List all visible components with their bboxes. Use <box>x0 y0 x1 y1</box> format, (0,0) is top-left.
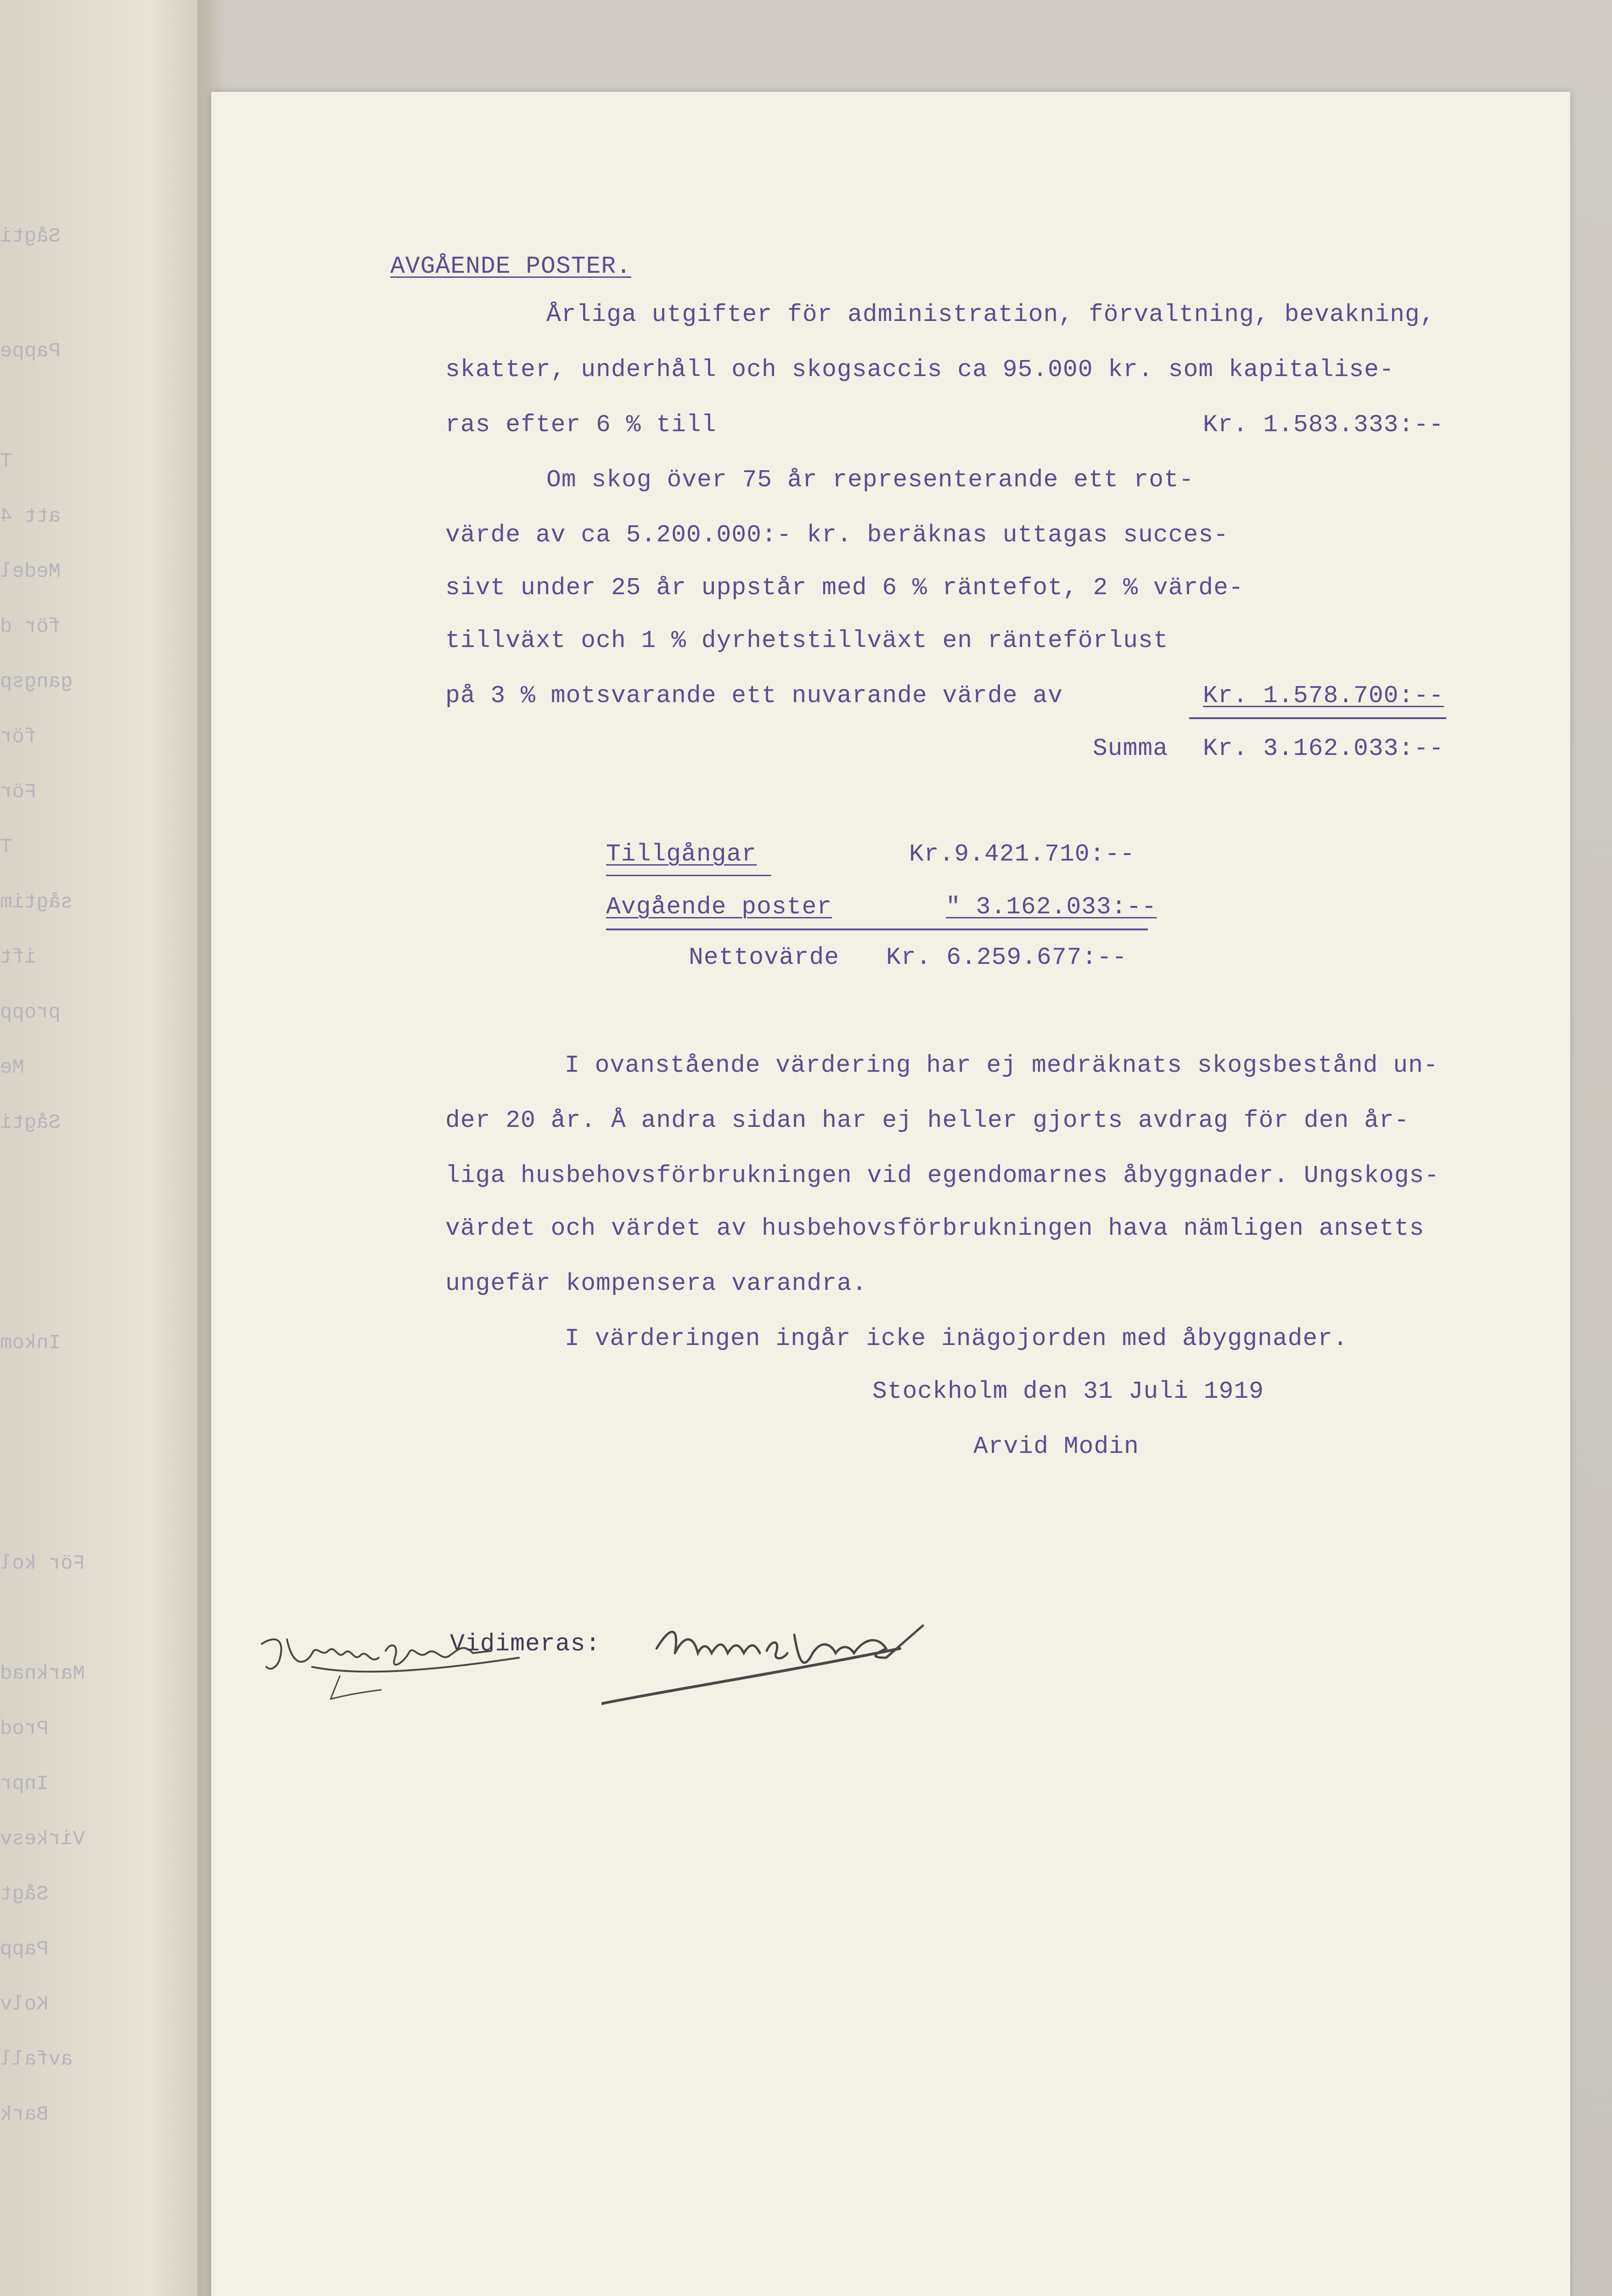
avgaende-rule <box>606 929 1148 930</box>
ghost-text: avfall <box>0 2048 73 2071</box>
ghost-text: Medel <box>0 560 61 583</box>
summa-value: Kr. 3.162.033:-- <box>1203 735 1444 762</box>
ghost-text: Me <box>0 1056 24 1079</box>
vidimeras-label: Vidimeras: <box>450 1630 601 1658</box>
paragraph-line: ungefär kompensera varandra. <box>445 1270 867 1297</box>
ghost-text: T <box>0 836 12 859</box>
ghost-text: sågtim <box>0 891 73 914</box>
tillgangar-rule <box>606 875 771 876</box>
ghost-text: För <box>0 781 37 804</box>
left-facing-page <box>0 0 211 2296</box>
ghost-text: Kolv <box>0 1993 49 2016</box>
tillgangar-label: Tillgångar <box>606 840 757 868</box>
text-line: på 3 % motsvarande ett nuvarande värde av <box>445 682 1063 709</box>
ghost-text: Sågti <box>0 1111 61 1134</box>
text-line: Årliga utgifter för administration, förvaltning, bevakning, <box>546 301 1435 328</box>
closing-line: I värderingen ingår icke inägojorden med åbyggnader. <box>565 1325 1348 1352</box>
text-line: tillväxt och 1 % dyrhetstillväxt en ränteförlust <box>445 627 1168 654</box>
avgaende-label: Avgående poster <box>606 893 832 921</box>
ghost-text: Virkesv <box>0 1828 85 1851</box>
netto-label: Nettovärde <box>689 944 840 971</box>
ghost-text: Sågt <box>0 1883 49 1906</box>
ghost-text: att 4 <box>0 505 61 528</box>
ghost-text: Pappe <box>0 340 61 363</box>
section-heading: AVGÅENDE POSTER. <box>390 253 631 280</box>
handwritten-signature-left <box>243 1607 583 1717</box>
avgaende-value: " 3.162.033:-- <box>946 893 1157 921</box>
ghost-text: för <box>0 726 37 748</box>
document-page <box>211 92 1570 2296</box>
paragraph-line: liga husbehovsförbrukningen vid egendomarnes åbyggnader. Ungskogs- <box>445 1162 1440 1189</box>
ghost-text: T <box>0 450 12 473</box>
text-line: Om skog över 75 år representerande ett rot- <box>546 466 1194 494</box>
text-line: ras efter 6 % till <box>445 411 717 439</box>
ghost-text: Inkom <box>0 1332 61 1355</box>
summa-label: Summa <box>1093 735 1168 762</box>
ghost-text: För kol <box>0 1552 85 1575</box>
amount-value: Kr. 1.583.333:-- <box>1203 411 1444 439</box>
ghost-text: ift <box>0 946 37 969</box>
text-line: sivt under 25 år uppstår med 6 % räntefot, 2 % värde- <box>445 574 1244 602</box>
ghost-text: Marknad <box>0 1662 85 1685</box>
amount-value: Kr. 1.578.700:-- <box>1203 682 1444 709</box>
paragraph-line: der 20 år. Å andra sidan har ej heller gjorts avdrag för den år- <box>445 1107 1410 1134</box>
signer-name: Arvid Modin <box>973 1433 1139 1460</box>
ghost-text: Prod <box>0 1717 49 1740</box>
ghost-text: Inpr <box>0 1773 49 1795</box>
handwritten-signature-right <box>601 1607 1015 1708</box>
netto-value: Kr. 6.259.677:-- <box>886 944 1127 971</box>
text-line: skatter, underhåll och skogsaccis ca 95.000 kr. som kapitalise- <box>445 356 1394 383</box>
ghost-text: Papp <box>0 1938 49 1961</box>
ghost-text: gangsp <box>0 670 73 693</box>
ghost-text: Sågti <box>0 225 61 248</box>
tillgangar-value: Kr.9.421.710:-- <box>909 840 1135 868</box>
amount-rule <box>1189 717 1446 719</box>
ghost-text: för d <box>0 615 61 638</box>
place-date: Stockholm den 31 Juli 1919 <box>872 1378 1264 1405</box>
paragraph-line: värdet och värdet av husbehovsförbrukningen hava nämligen ansetts <box>445 1215 1425 1242</box>
ghost-text: Bark <box>0 2103 49 2126</box>
ghost-text: propp <box>0 1001 61 1024</box>
text-line: värde av ca 5.200.000:- kr. beräknas uttagas succes- <box>445 521 1229 549</box>
paragraph-line: I ovanstående värdering har ej medräknats skogsbestånd un- <box>565 1052 1438 1079</box>
